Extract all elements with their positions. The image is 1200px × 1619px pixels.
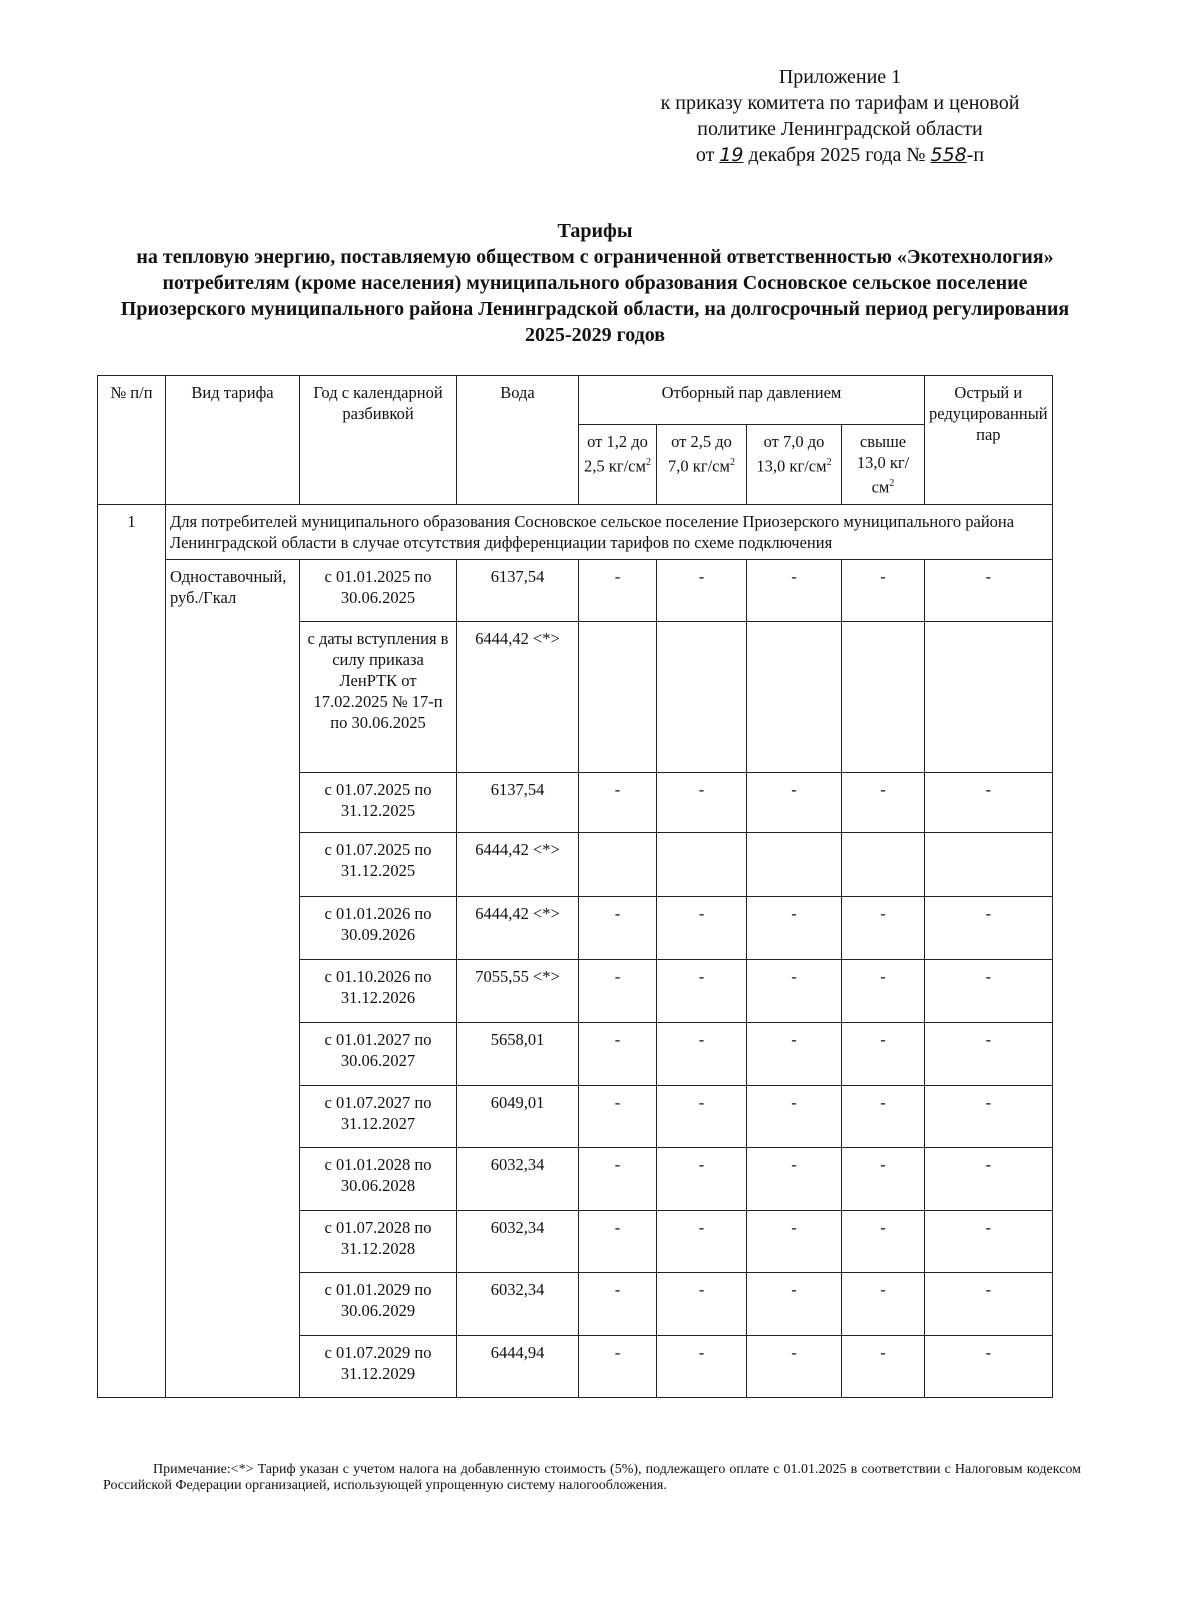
date-prefix: от xyxy=(695,144,715,166)
water-tariff-cell: 6137,54 xyxy=(457,772,579,832)
steam-tariff-cell: - xyxy=(747,559,842,621)
steam-tariff-cell: - xyxy=(925,1210,1053,1272)
steam-tariff-cell: - xyxy=(747,896,842,959)
steam-tariff-cell: - xyxy=(579,959,657,1022)
header-steam-col xyxy=(842,425,925,505)
steam-tariff-cell: - xyxy=(579,772,657,832)
superscript: 2 xyxy=(889,478,895,489)
steam-tariff-cell: - xyxy=(579,1210,657,1272)
steam-tariff-cell: - xyxy=(842,1085,925,1147)
period-cell: с 01.01.2026 по 30.09.2026 xyxy=(300,896,457,959)
steam-tariff-cell: - xyxy=(925,1272,1053,1335)
water-tariff-cell: 6137,54 xyxy=(457,559,579,621)
steam-tariff-cell xyxy=(747,832,842,896)
steam-tariff-cell xyxy=(925,832,1053,896)
water-tariff-cell: 7055,55 <*> xyxy=(457,959,579,1022)
document-title xyxy=(100,218,1090,348)
water-tariff-cell: 6444,42 <*> xyxy=(457,832,579,896)
steam-tariff-cell: - xyxy=(842,959,925,1022)
header-steam-col xyxy=(747,425,842,505)
steam-tariff-cell: - xyxy=(842,559,925,621)
steam-tariff-cell xyxy=(579,832,657,896)
header-sharp-steam: Острый и редуцированный пар xyxy=(925,376,1053,505)
header-steam-col xyxy=(657,425,747,505)
steam-tariff-cell: - xyxy=(925,559,1053,621)
steam-tariff-cell: - xyxy=(925,1335,1053,1397)
period-cell: с 01.01.2025 по 30.06.2025 xyxy=(300,559,457,621)
steam-col-label: от 1,2 до 2,5 кг/см xyxy=(584,432,648,476)
period-cell: с 01.01.2028 по 30.06.2028 xyxy=(300,1147,457,1210)
steam-tariff-cell: - xyxy=(747,1147,842,1210)
steam-tariff-cell: - xyxy=(925,1022,1053,1085)
date-middle: декабря 2025 года № xyxy=(748,144,926,166)
water-tariff-cell: 6444,94 xyxy=(457,1335,579,1397)
title-heading: Тарифы xyxy=(557,220,633,242)
steam-col-label: от 7,0 до 13,0 кг/см xyxy=(756,432,827,476)
superscript: 2 xyxy=(645,457,651,468)
steam-tariff-cell xyxy=(747,621,842,772)
steam-tariff-cell: - xyxy=(579,1335,657,1397)
period-cell: с 01.07.2025 по 31.12.2025 xyxy=(300,832,457,896)
steam-tariff-cell: - xyxy=(657,959,747,1022)
period-cell: с 01.07.2028 по 31.12.2028 xyxy=(300,1210,457,1272)
appendix-line-3: политике Ленинградской области xyxy=(697,118,983,140)
superscript: 2 xyxy=(729,457,735,468)
steam-tariff-cell: - xyxy=(657,1147,747,1210)
steam-tariff-cell: - xyxy=(842,772,925,832)
steam-tariff-cell: - xyxy=(657,1335,747,1397)
steam-tariff-cell: - xyxy=(579,1022,657,1085)
header-period: Год с календарной разбивкой xyxy=(300,376,457,505)
steam-tariff-cell: - xyxy=(579,1085,657,1147)
steam-tariff-cell: - xyxy=(747,1022,842,1085)
steam-tariff-cell: - xyxy=(747,1085,842,1147)
steam-tariff-cell: - xyxy=(657,896,747,959)
steam-tariff-cell: - xyxy=(925,896,1053,959)
steam-tariff-cell: - xyxy=(657,1272,747,1335)
steam-tariff-cell: - xyxy=(842,1022,925,1085)
steam-tariff-cell: - xyxy=(842,1147,925,1210)
steam-tariff-cell xyxy=(925,621,1053,772)
header-water: Вода xyxy=(457,376,579,505)
period-cell: с 01.07.2027 по 31.12.2027 xyxy=(300,1085,457,1147)
steam-tariff-cell: - xyxy=(842,1210,925,1272)
steam-tariff-cell: - xyxy=(925,772,1053,832)
appendix-header xyxy=(560,64,1120,168)
water-tariff-cell: 6444,42 <*> xyxy=(457,621,579,772)
water-tariff-cell: 6444,42 <*> xyxy=(457,896,579,959)
water-tariff-cell: 6032,34 xyxy=(457,1272,579,1335)
steam-col-label: свыше 13,0 кг/см xyxy=(856,432,910,497)
steam-tariff-cell: - xyxy=(657,772,747,832)
steam-col-label: от 2,5 до 7,0 кг/см xyxy=(668,432,732,476)
steam-tariff-cell: - xyxy=(579,1272,657,1335)
steam-tariff-cell: - xyxy=(657,1210,747,1272)
steam-tariff-cell: - xyxy=(925,1085,1053,1147)
steam-tariff-cell xyxy=(657,621,747,772)
steam-tariff-cell: - xyxy=(842,1272,925,1335)
period-cell: с даты вступления в силу приказа ЛенРТК от 17.02.2025 № 17-п по 30.06.2025 xyxy=(300,621,457,772)
steam-tariff-cell: - xyxy=(925,959,1053,1022)
period-cell: с 01.10.2026 по 31.12.2026 xyxy=(300,959,457,1022)
steam-tariff-cell: - xyxy=(747,772,842,832)
period-cell: с 01.07.2025 по 31.12.2025 xyxy=(300,772,457,832)
steam-tariff-cell: - xyxy=(842,896,925,959)
section-description: Для потребителей муниципального образования Сосновское сельское поселение Приозерского муниципального района Ленинградской области в случае отсутствия дифференциации тарифов по схеме подключения xyxy=(166,504,1053,559)
steam-tariff-cell: - xyxy=(747,1272,842,1335)
steam-tariff-cell: - xyxy=(657,1085,747,1147)
appendix-line-2: к приказу комитета по тарифам и ценовой xyxy=(660,92,1020,114)
footnote: Примечание:<*> Тариф указан с учетом налога на добавленную стоимость (5%), подлежащего оплате с 01.01.2025 в соответствии с Налоговым кодексом Российской Федерации организацией, использующей упрощенную систему налогообложения. xyxy=(103,1462,1081,1493)
handwritten-number: 558 xyxy=(930,144,967,166)
steam-tariff-cell: - xyxy=(842,1335,925,1397)
appendix-date xyxy=(560,142,1120,168)
steam-tariff-cell xyxy=(842,621,925,772)
period-cell: с 01.07.2029 по 31.12.2029 xyxy=(300,1335,457,1397)
table-row xyxy=(98,559,1053,621)
number-suffix: -п xyxy=(966,144,985,166)
period-cell: с 01.01.2029 по 30.06.2029 xyxy=(300,1272,457,1335)
water-tariff-cell: 5658,01 xyxy=(457,1022,579,1085)
steam-tariff-cell xyxy=(657,832,747,896)
title-subtitle: на тепловую энергию, поставляемую обществом с ограниченной ответственностью «Экотехнология» потребителям (кроме населения) муниципального образования Сосновское сельское поселение Приозерского муниципального района Ленинградской области, на долгосрочный период регулирования 2025-2029 годов xyxy=(120,246,1070,346)
appendix-line-1: Приложение 1 xyxy=(778,66,902,88)
header-num: № п/п xyxy=(98,376,166,505)
water-tariff-cell: 6032,34 xyxy=(457,1147,579,1210)
steam-tariff-cell: - xyxy=(579,559,657,621)
steam-tariff-cell: - xyxy=(579,896,657,959)
steam-tariff-cell: - xyxy=(657,1022,747,1085)
steam-tariff-cell: - xyxy=(925,1147,1053,1210)
tariff-table xyxy=(97,375,1053,1398)
steam-tariff-cell: - xyxy=(747,959,842,1022)
header-steam: Отборный пар давлением xyxy=(579,376,925,425)
header-type: Вид тарифа xyxy=(166,376,300,505)
steam-tariff-cell xyxy=(579,621,657,772)
superscript: 2 xyxy=(826,457,832,468)
water-tariff-cell: 6032,34 xyxy=(457,1210,579,1272)
steam-tariff-cell: - xyxy=(747,1335,842,1397)
steam-tariff-cell: - xyxy=(747,1210,842,1272)
header-steam-col xyxy=(579,425,657,505)
steam-tariff-cell xyxy=(842,832,925,896)
section-number: 1 xyxy=(98,504,166,1397)
handwritten-day: 19 xyxy=(719,144,744,166)
tariff-type: Одноставочный, руб./Гкал xyxy=(166,559,300,1397)
period-cell: с 01.01.2027 по 30.06.2027 xyxy=(300,1022,457,1085)
steam-tariff-cell: - xyxy=(579,1147,657,1210)
water-tariff-cell: 6049,01 xyxy=(457,1085,579,1147)
steam-tariff-cell: - xyxy=(657,559,747,621)
